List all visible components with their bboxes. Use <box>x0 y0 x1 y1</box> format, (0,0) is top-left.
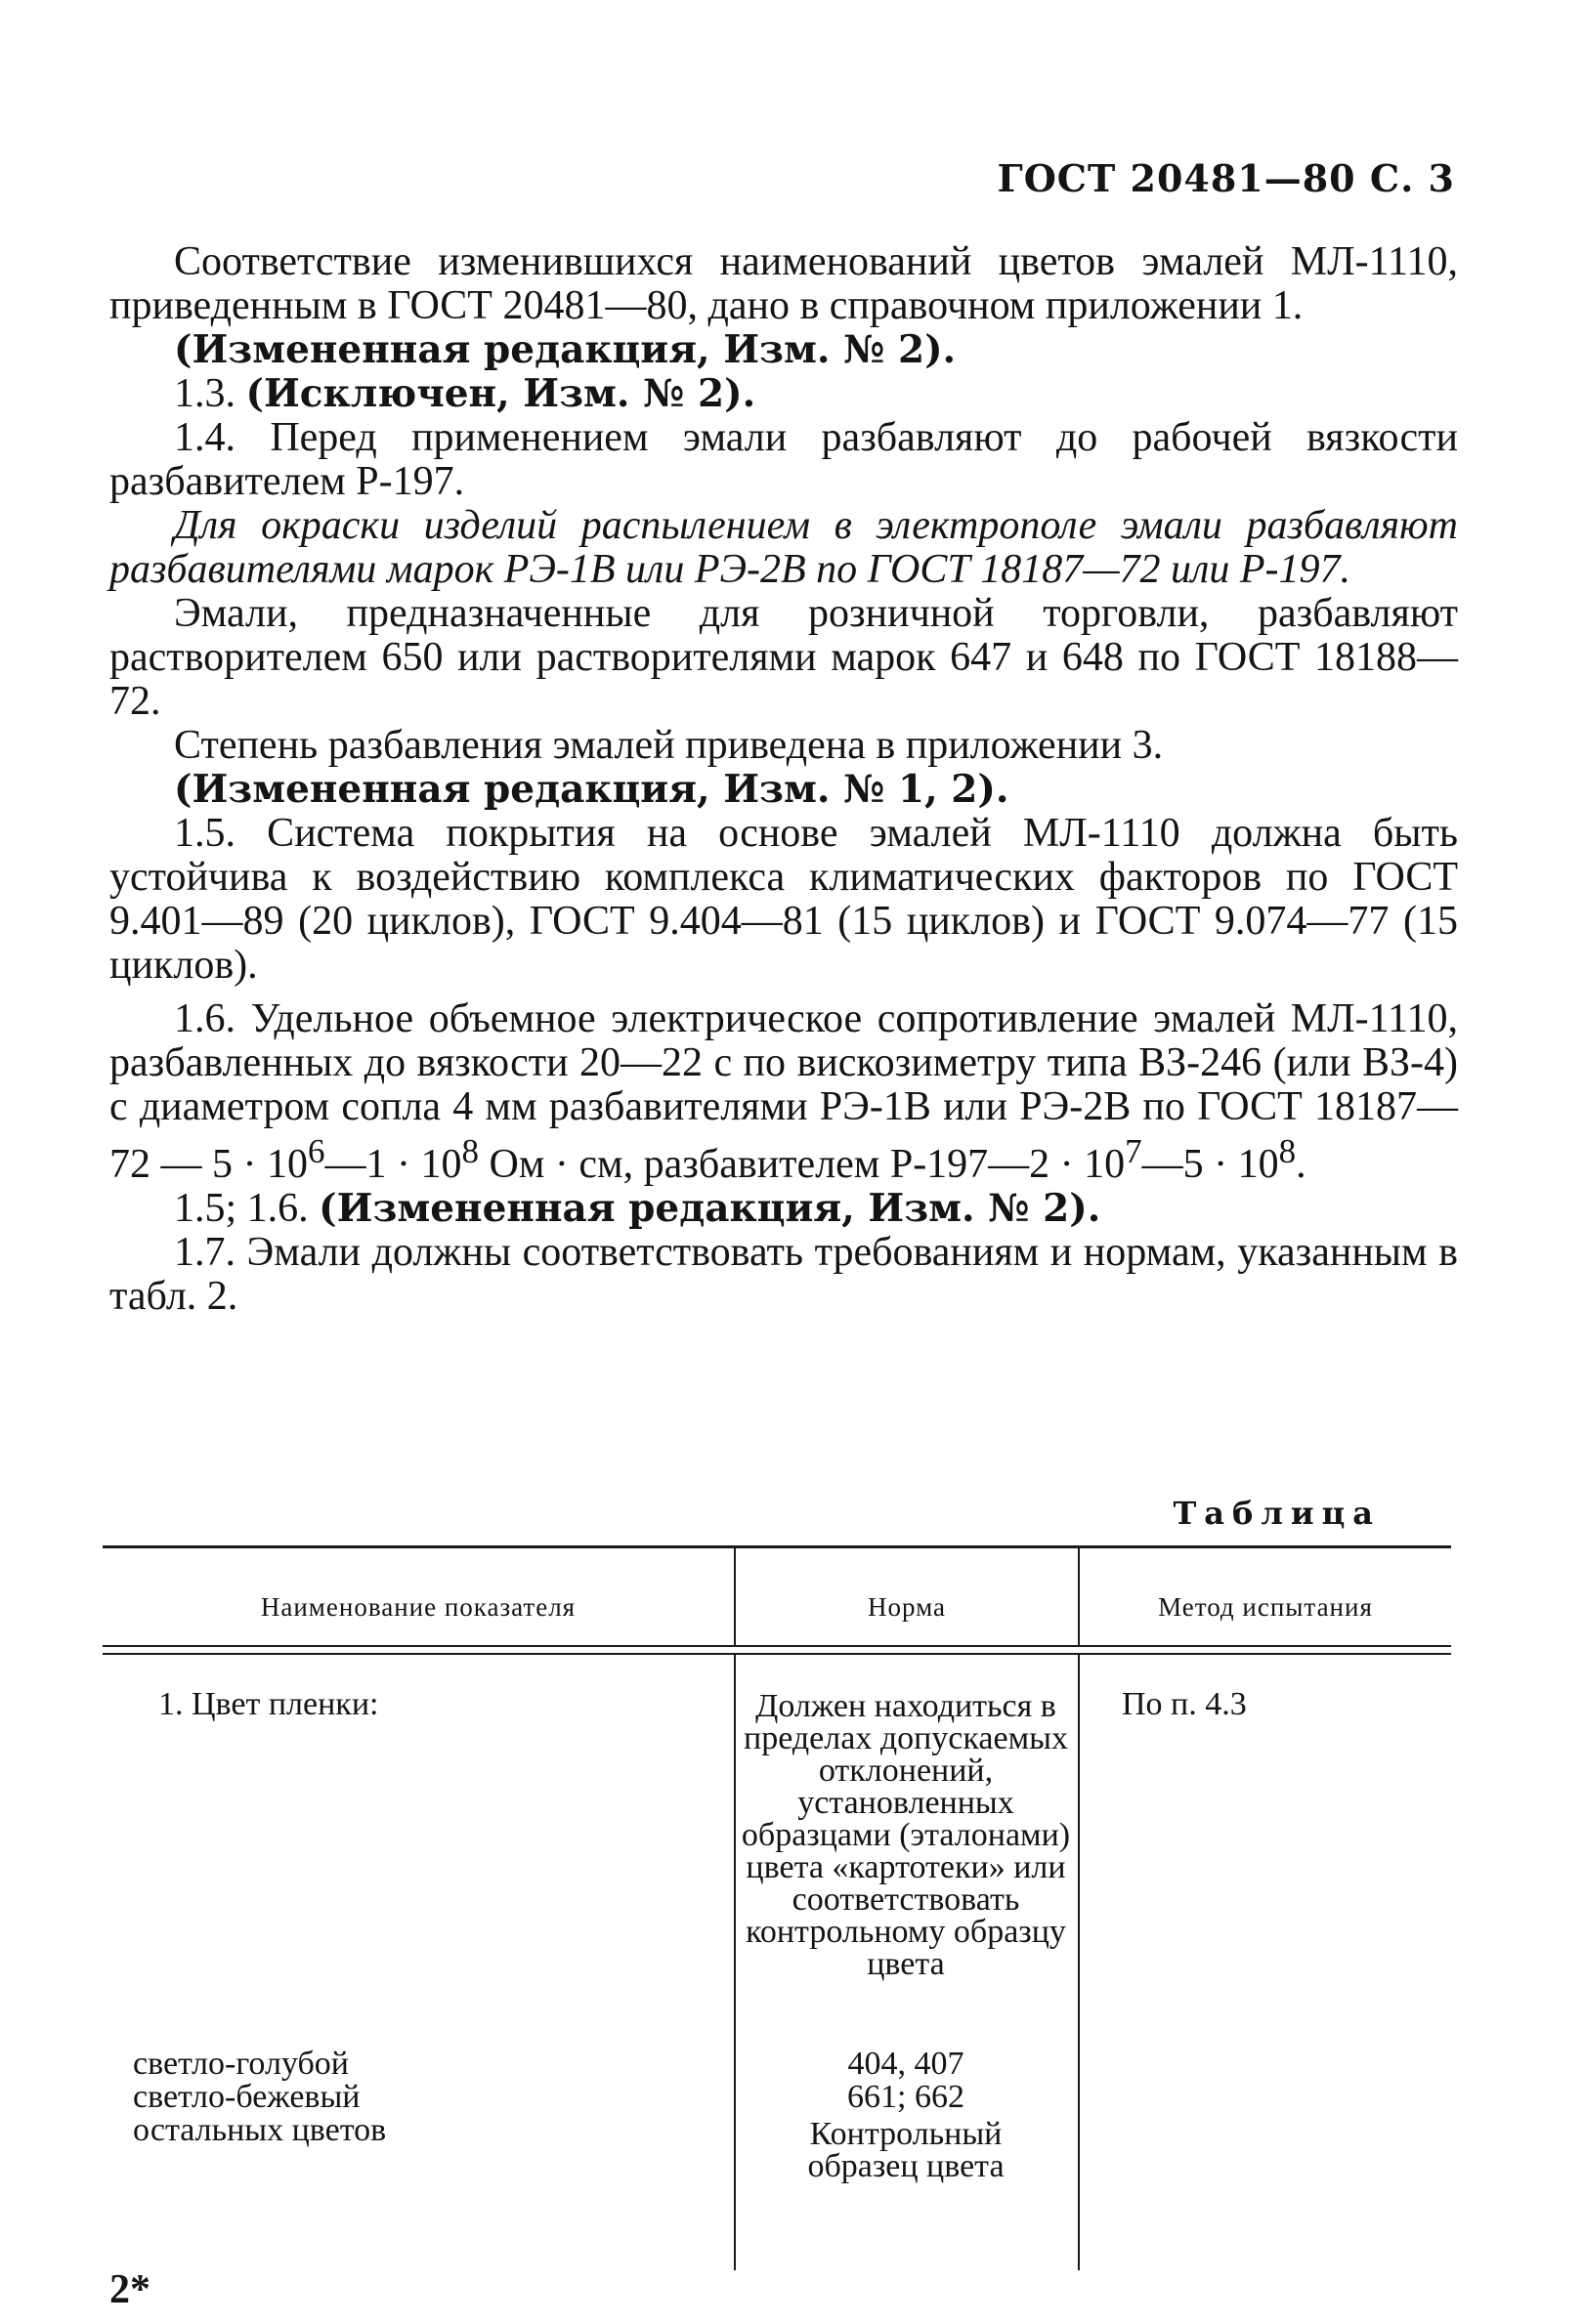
clause-number: 1.5; 1.6. <box>174 1186 309 1231</box>
clause-text: —5 · 10 <box>1141 1142 1279 1187</box>
clause-1-3 <box>109 372 1458 416</box>
table-subrow-norm: 661; 662 <box>847 2079 964 2115</box>
table-column-divider <box>1078 1655 1080 2270</box>
exponent: 8 <box>1278 1132 1297 1170</box>
table-subrow-name: светло-бежевый <box>133 2079 361 2115</box>
clause-number: 1.3. <box>174 371 235 416</box>
table-header-norm: Норма <box>868 1592 946 1622</box>
table-subrow-norm: Контрольный образец цвета <box>807 2116 1005 2184</box>
clause-1-5: 1.5. Система покрытия на основе эмалей МЛ-1110 должна быть устойчива к воздействию комплекса климатических факторов по ГОСТ 9.401—89 (20 циклов), ГОСТ 9.404—81 (15 циклов) и ГОСТ 9.074—77 (15 циклов). <box>109 811 1458 988</box>
clause-1-6 <box>109 997 1458 1187</box>
table-column-divider <box>734 1655 736 2270</box>
paragraph-color-correspondence: Соответствие изменившихся наименований цветов эмалей МЛ-1110, приведенным в ГОСТ 20481—80, дано в справочном приложении 1. <box>109 239 1458 328</box>
clause-1-4: 1.4. Перед применением эмали разбавляют до рабочей вязкости разбавителем Р-197. <box>109 415 1458 504</box>
amendment-note: (Измененная редакция, Изм. № 1, 2). <box>174 767 1009 812</box>
exponent: 7 <box>1125 1132 1142 1170</box>
table-header-rule <box>103 1653 1451 1655</box>
clause-text: Ом · см, разбавителем Р-197—2 · 10 <box>479 1142 1126 1187</box>
table-cell-method: По п. 4.3 <box>1122 1686 1247 1722</box>
clause-text: —1 · 10 <box>324 1142 462 1187</box>
document-header: ГОСТ 20481—80 С. 3 <box>997 156 1455 200</box>
amendment-note: (Измененная редакция, Изм. № 2). <box>174 327 957 372</box>
table-header-indicator: Наименование показателя <box>260 1592 577 1622</box>
table-subrow-norm: 404, 407 <box>847 2046 964 2082</box>
table-subrow-name: светло-голубой <box>133 2046 349 2082</box>
paragraph-thinning-degree: Степень разбавления эмалей приведена в приложении 3. <box>174 723 1164 768</box>
table-header-method: Метод испытания <box>1158 1592 1373 1622</box>
clause-1-7: 1.7. Эмали должны соответствовать требованиям и нормам, указанным в табл. 2. <box>109 1230 1458 1319</box>
clause-text: 1.6. Удельное объемное электрическое сопротивление эмалей МЛ-1110, разбавленных до вязкости 20—22 с по вискозиметру типа ВЗ-246 (или ВЗ-4) с диаметром сопла 4 мм разбавителями РЭ-1В или РЭ-2В по ГОСТ 18187—72 — 5 · 10 <box>109 996 1458 1187</box>
table-cell-norm: Должен находиться в пределах допускаемых отклонений, установленных образцами (эталонами) цвета «картотеки» или соответствовать контрольному образцу цвета <box>741 1688 1071 1982</box>
table-top-rule <box>103 1545 1451 1548</box>
exponent: 6 <box>308 1132 325 1170</box>
table-header-rule <box>103 1645 1451 1647</box>
table-cell-indicator: 1. Цвет пленки: <box>158 1686 379 1722</box>
exponent: 8 <box>461 1132 479 1170</box>
paragraph-electrofield-thinning: Для окраски изделий распылением в электрополе эмали разбавляют разбавителями марок РЭ-1В или РЭ-2В по ГОСТ 18187—72 или Р-197. <box>109 503 1458 592</box>
clause-text: . <box>1296 1142 1306 1187</box>
amendment-note-1-5-1-6 <box>109 1187 1458 1231</box>
page-footer-mark: 2* <box>109 2267 150 2312</box>
body-text <box>109 240 1458 1319</box>
clause-excluded-note: (Исключен, Изм. № 2). <box>245 371 756 416</box>
paragraph-retail-thinning: Эмали, предназначенные для розничной торговли, разбавляют растворителем 650 или растворителями марок 647 и 648 по ГОСТ 18188—72. <box>109 591 1458 724</box>
amendment-text: (Измененная редакция, Изм. № 2). <box>319 1186 1101 1231</box>
table-subrow-name: остальных цветов <box>133 2112 387 2148</box>
table-caption: Таблица <box>1173 1495 1381 1532</box>
